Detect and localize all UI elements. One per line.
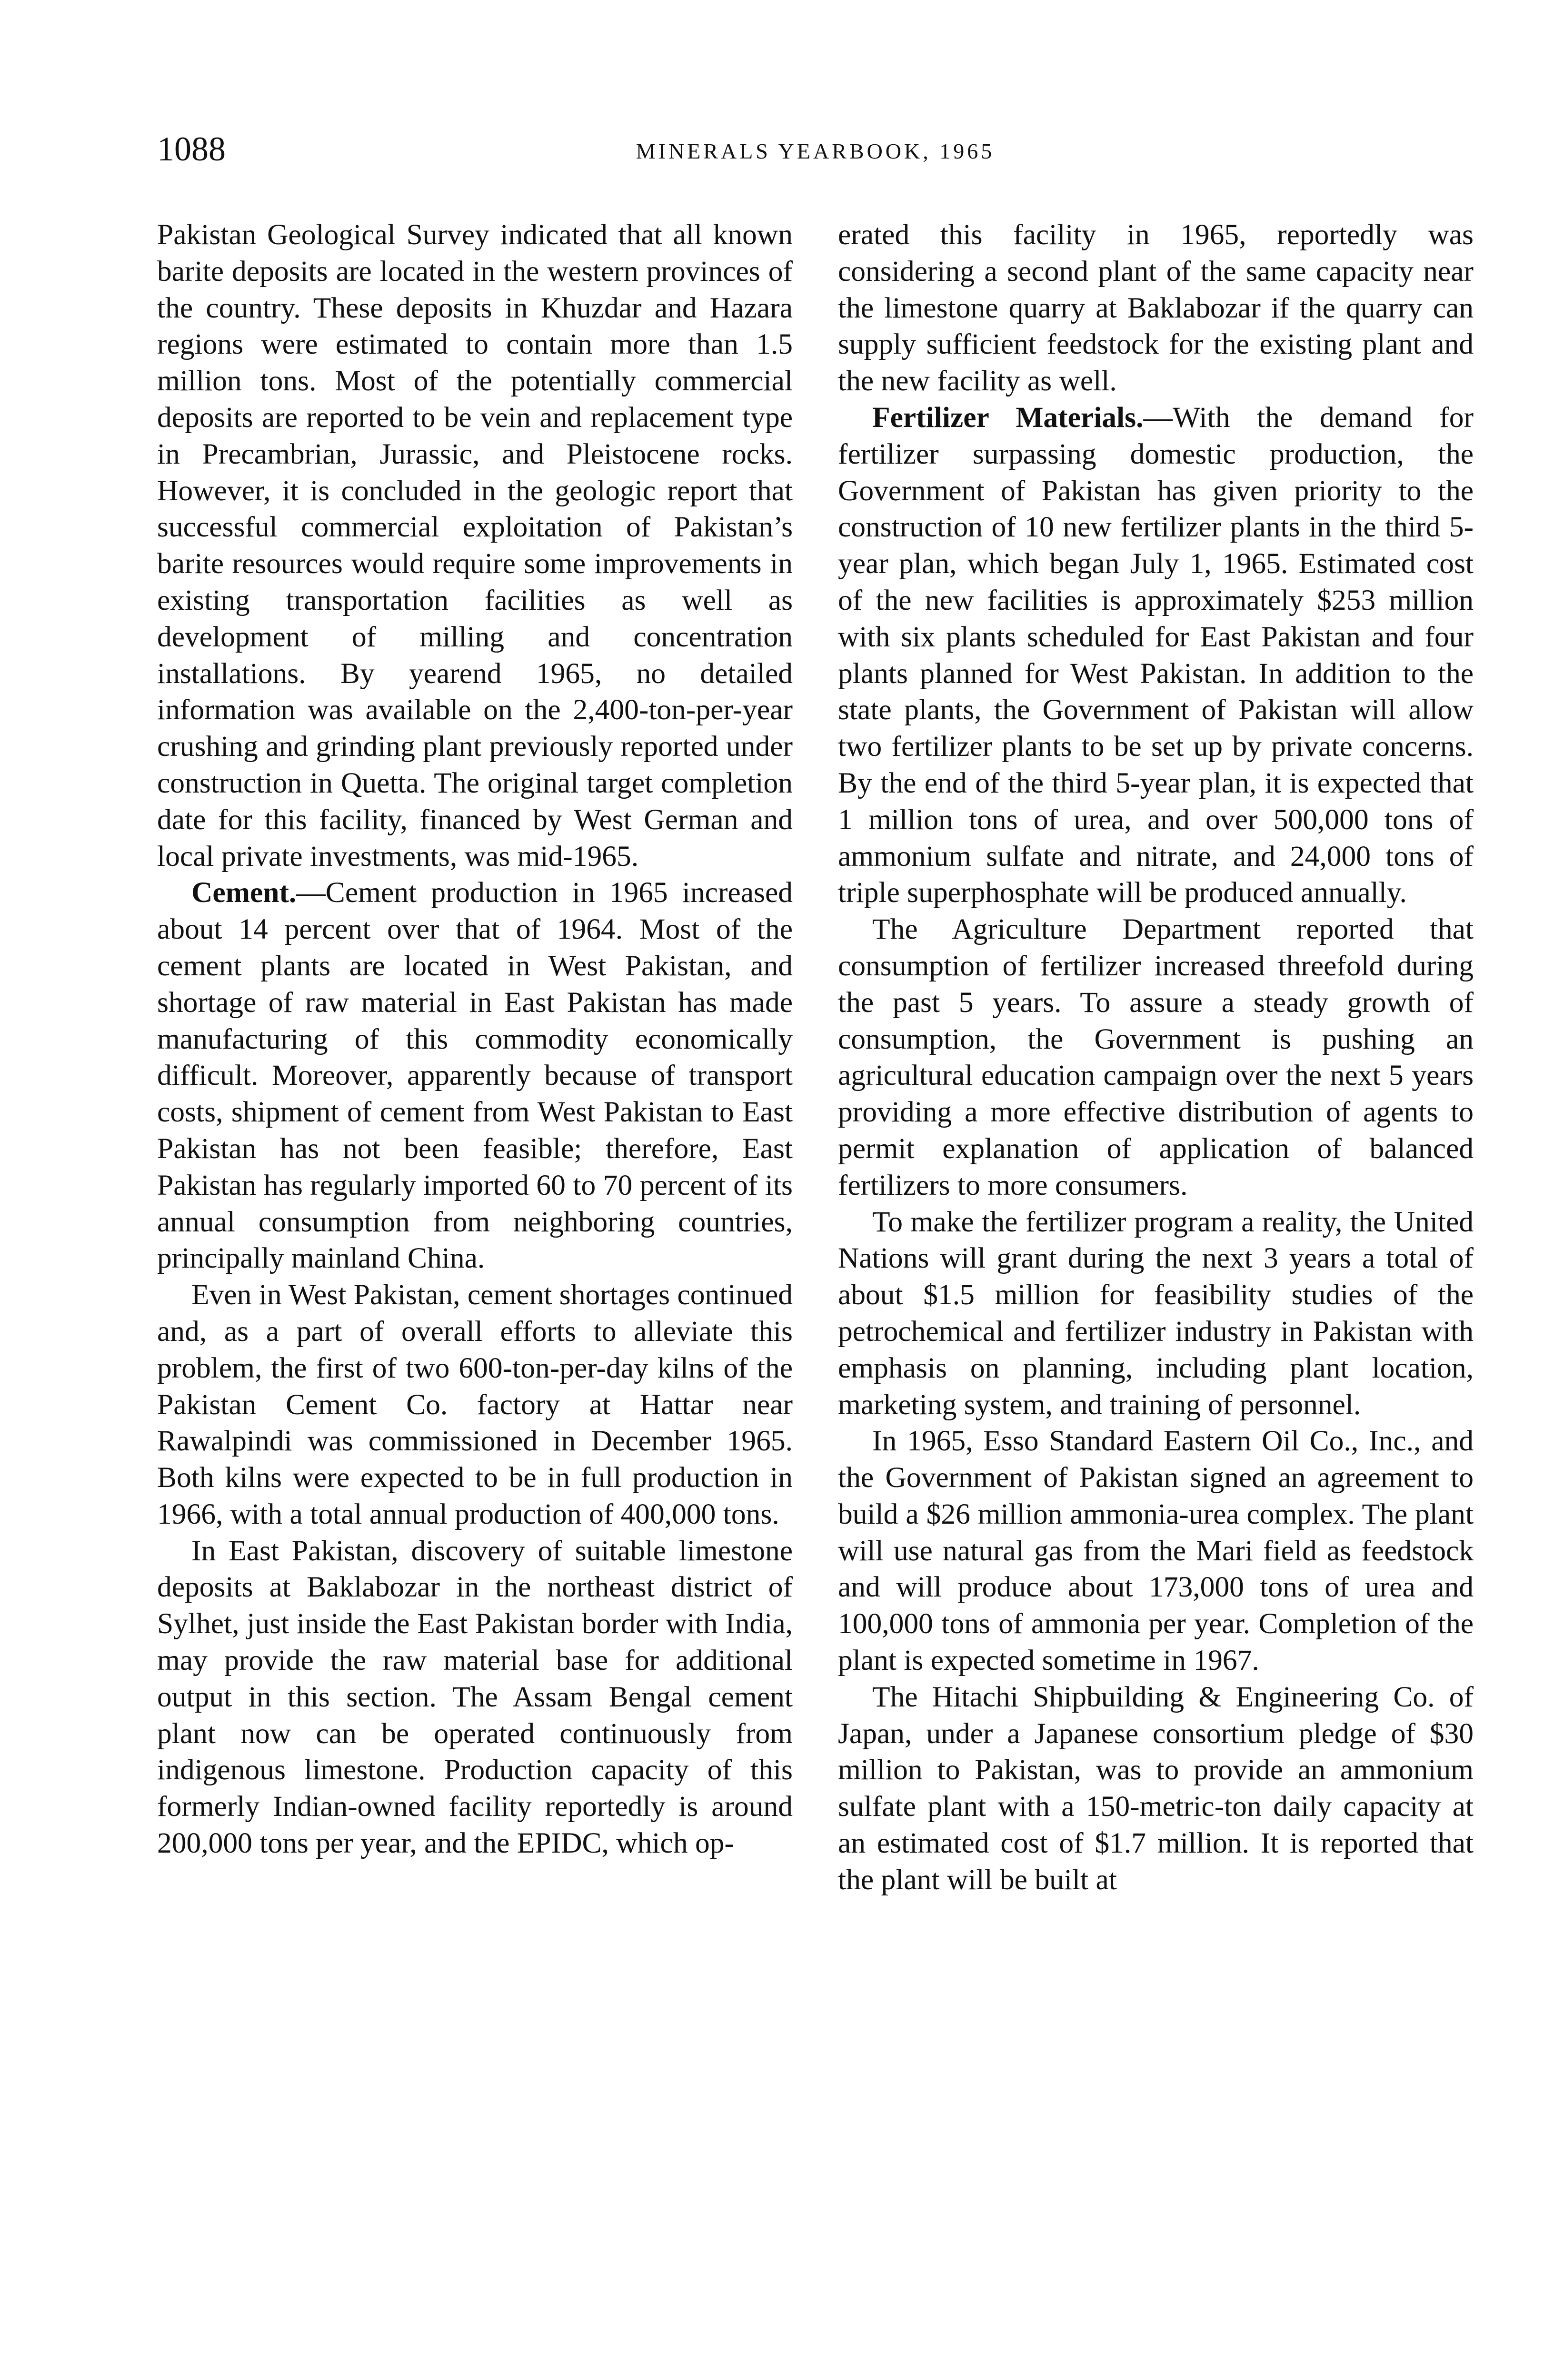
united-nations-paragraph: To make the fertilizer program a reality, the United Nations will grant during the next 3 years a total of about $1.5 million for feasibility studies of the petrochemical and fertilizer industry in Pakistan with emphasis on planning, including plant location, marketing system, and training of personnel. — [838, 1205, 1474, 1421]
epidc-continuation-paragraph: erated this facility in 1965, reportedly was considering a second plant of the same capacity near the limestone quarry at Baklabozar if the quarry can supply sufficient feedstock for the existing plant and the new facility as well. — [838, 218, 1474, 397]
hitachi-paragraph: The Hitachi Shipbuilding & Engineering Co. of Japan, under a Japanese consortium pledge of $30 million to Pakistan, was to provide an ammonium sulfate plant with a 150-metric-ton daily capacity at an estimated cost of $1.7 million. It is reported that the plant will be built at — [838, 1680, 1474, 1896]
fertilizer-paragraph — [838, 399, 1474, 911]
fertilizer-heading: Fertilizer Materials. — [872, 401, 1144, 434]
left-column — [157, 217, 793, 1862]
running-title: MINERALS YEARBOOK, 1965 — [636, 139, 995, 163]
page-number: 1088 — [157, 130, 226, 168]
east-pakistan-limestone-paragraph: In East Pakistan, discovery of suitable limestone deposits at Baklabozar in the northeast district of Sylhet, just inside the East Pakistan border with India, may provide the raw material base for additional output in this section. The Assam Bengal cement plant now can be operated continuously from indigenous limestone. Production capacity of this formerly Indian-owned facility reportedly is around 200,000 tons per year, and the EPIDC, which op- — [157, 1534, 793, 1860]
cement-text: —Cement production in 1965 increased about 14 percent over that of 1964. Most of the cement plants are located in West Pakistan, and shortage of raw material in East Pakistan has made manufacturing of this commodity economically difficult. Moreover, apparently because of transport costs, shipment of cement from West Pakistan to East Pakistan has not been feasible; therefore, East Pakistan has regularly imported 60 to 70 percent of its annual consumption from neighboring countries, principally mainland China. — [157, 876, 793, 1275]
cement-heading: Cement. — [191, 876, 297, 909]
esso-agreement-paragraph: In 1965, Esso Standard Eastern Oil Co., Inc., and the Government of Pakistan signed an agreement to build a $26 million ammonia-urea complex. The plant will use natural gas from the Mari field as feedstock and will produce about 173,000 tons of urea and 100,000 tons of ammonia per year. Completion of the plant is expected sometime in 1967. — [838, 1425, 1474, 1677]
agriculture-department-paragraph: The Agriculture Department reported that consumption of fertilizer increased threefold during the past 5 years. To assure a steady growth of consumption, the Government is pushing an agricultural education campaign over the next 5 years providing a more effective distribution of agents to permit explanation of application of balanced fertilizers to more consumers. — [838, 913, 1474, 1201]
barite-paragraph: Pakistan Geological Survey indicated that all known barite deposits are located in the western provinces of the country. These deposits in Khuzdar and Hazara regions were estimated to contain more than 1.5 million tons. Most of the potentially commercial deposits are reported to be vein and replacement type in Precambrian, Jurassic, and Pleistocene rocks. However, it is concluded in the geologic report that successful commercial exploitation of Pakistan’s barite resources would require some improvements in existing transportation facilities as well as development of milling and concentration installations. By yearend 1965, no detailed information was available on the 2,400-ton-per-year crushing and grinding plant previously reported under construction in Quetta. The original target completion date for this facility, financed by West German and local private investments, was mid-1965. — [157, 218, 793, 873]
right-column — [838, 217, 1474, 1898]
page-header — [157, 128, 1474, 170]
cement-paragraph — [157, 874, 793, 1277]
fertilizer-text: —With the demand for fertilizer surpassing domestic production, the Government of Pakistan has given priority to the construction of 10 new fertilizer plants in the third 5-year plan, which began July 1, 1965. Estimated cost of the new facilities is approximately $253 million with six plants scheduled for East Pakistan and four plants planned for West Pakistan. In addition to the state plants, the Government of Pakistan will allow two fertilizer plants to be set up by private concerns. By the end of the third 5-year plan, it is expected that 1 million tons of urea, and over 500,000 tons of ammonium sulfate and nitrate, and 24,000 tons of triple superphosphate will be produced annually. — [838, 401, 1474, 909]
west-pakistan-cement-paragraph: Even in West Pakistan, cement shortages continued and, as a part of overall efforts to alleviate this problem, the first of two 600-ton-per-day kilns of the Pakistan Cement Co. factory at Hattar near Rawalpindi was commissioned in December 1965. Both kilns were expected to be in full production in 1966, with a total annual production of 400,000 tons. — [157, 1279, 793, 1530]
